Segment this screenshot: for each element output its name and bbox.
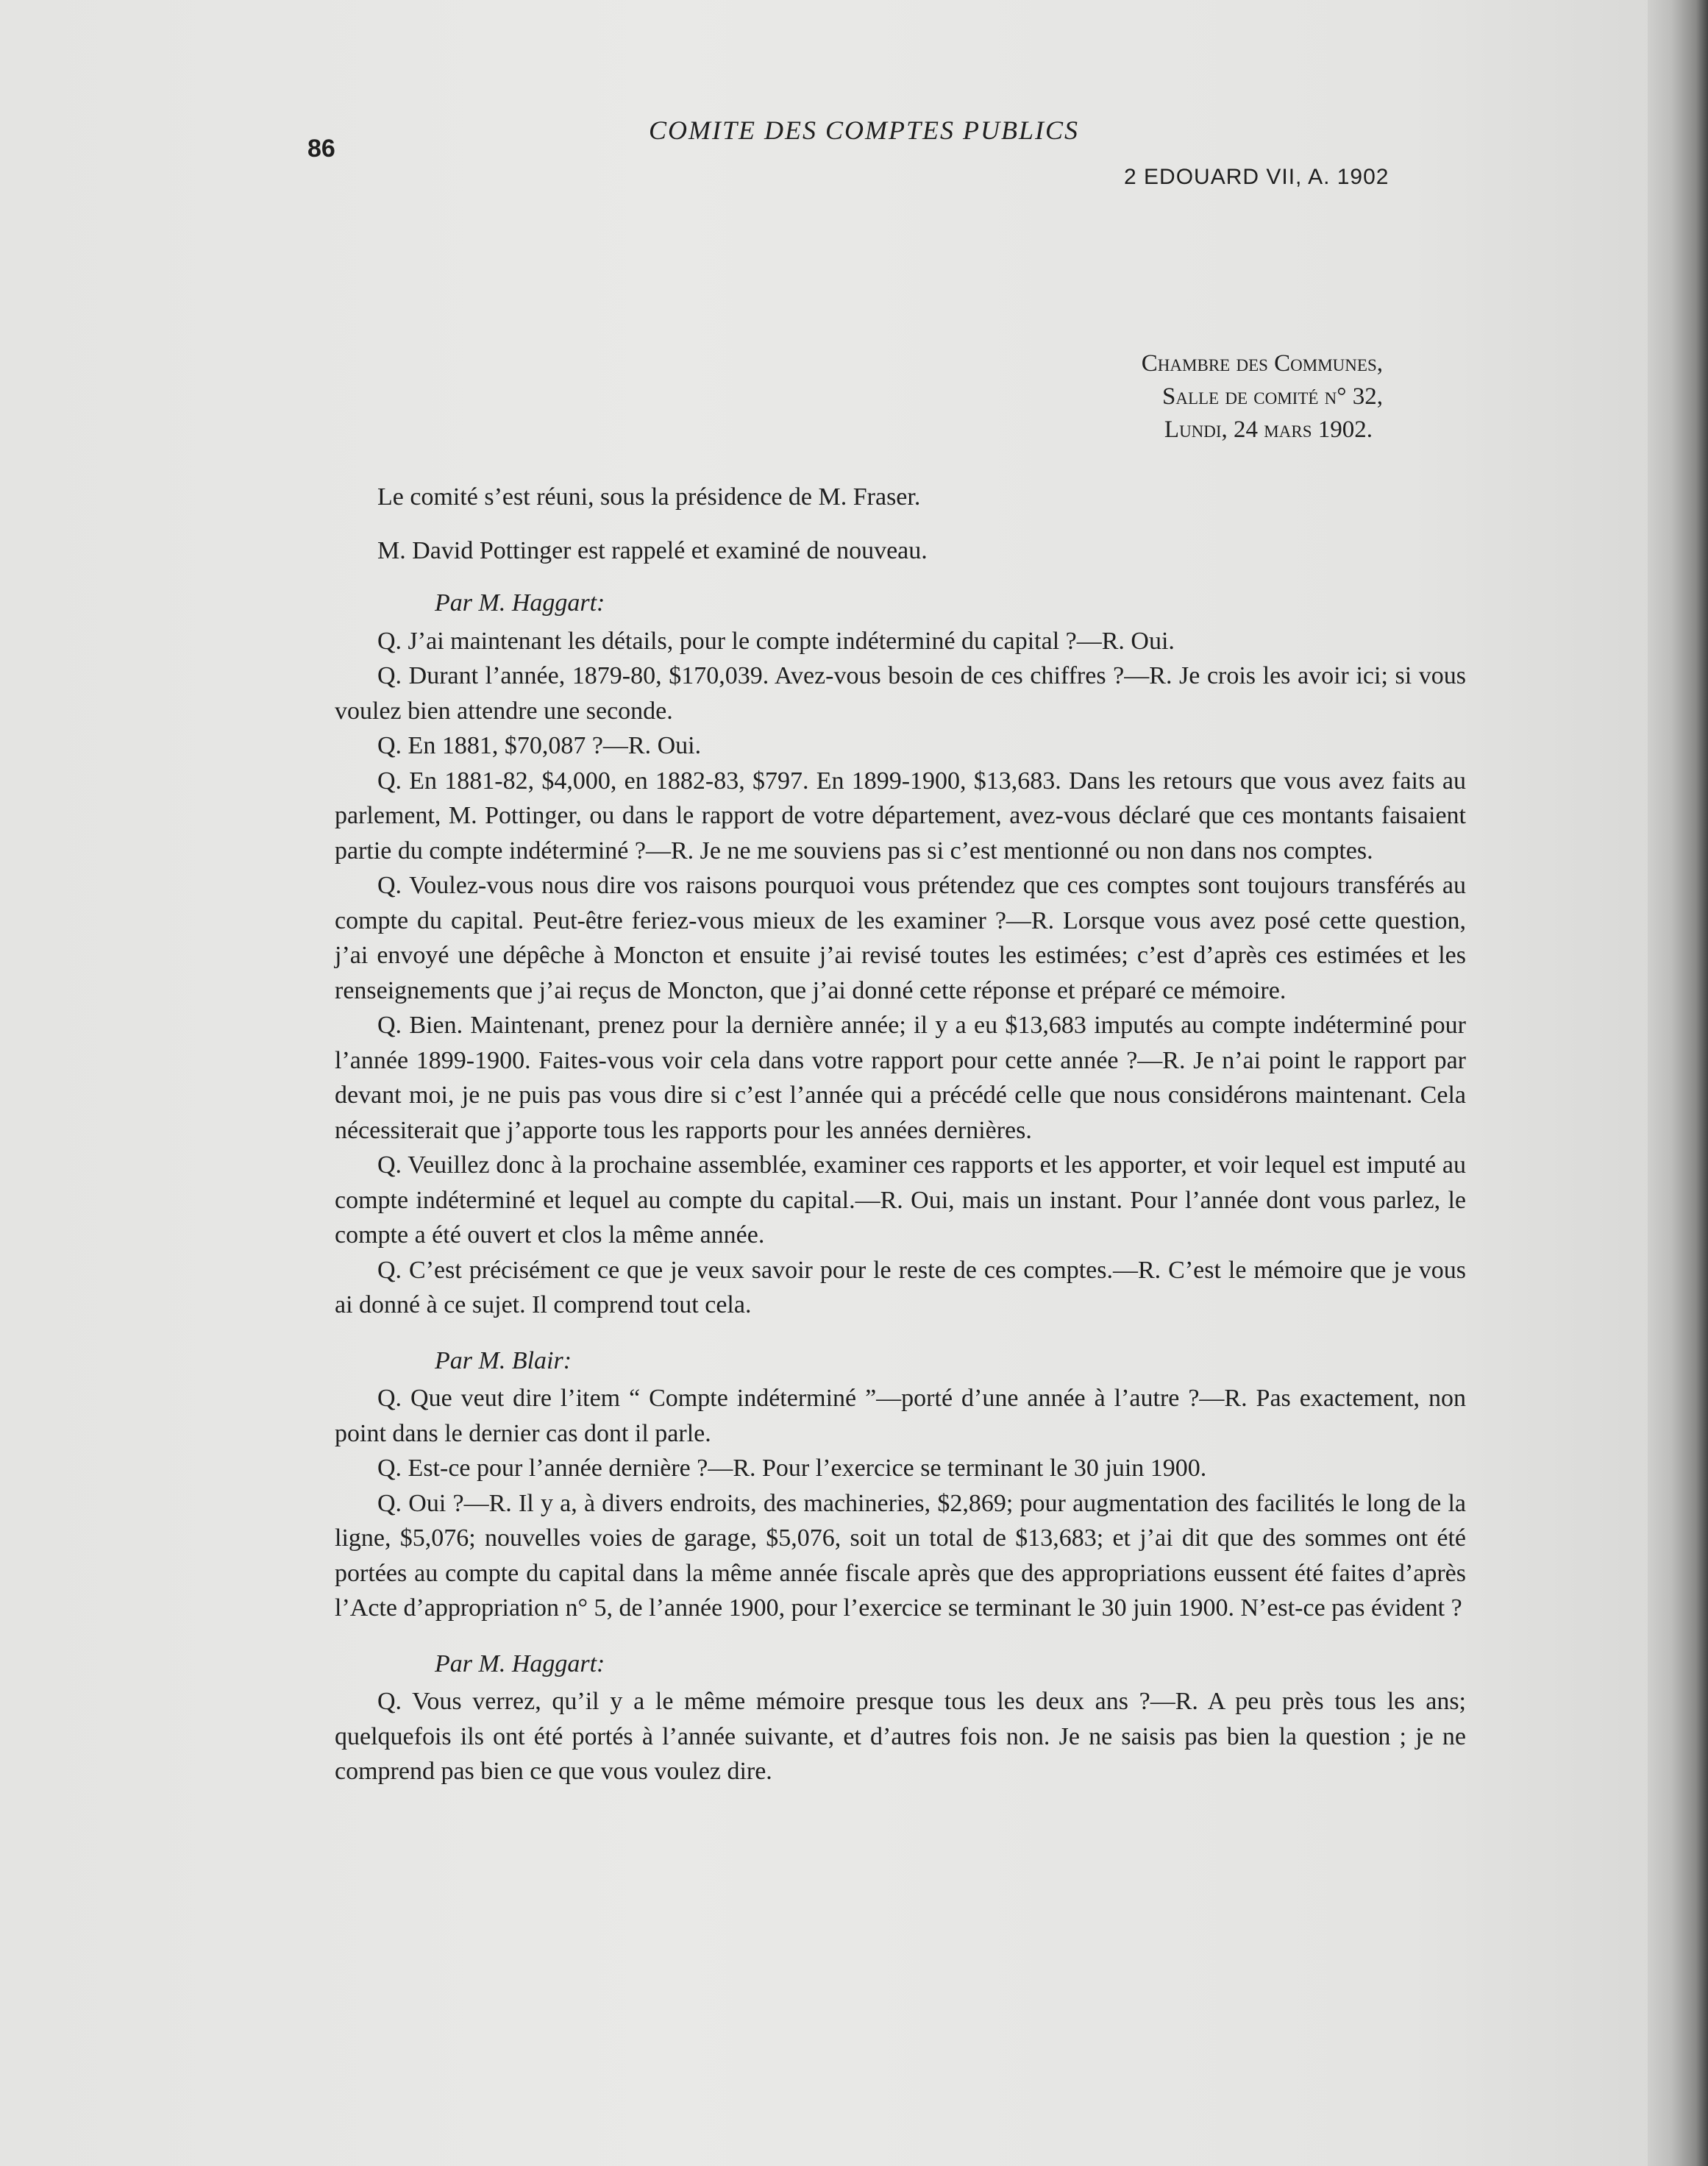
opening-paragraph-2: M. David Pottinger est rappelé et examiné de nouveau. [377,536,928,564]
question-answer: Q. Bien. Maintenant, prenez pour la dernière année; il y a eu $13,683 imputés au compte indéterminé pour l’année 1899-1900. Faites-vous voir cela dans votre rapport pour cette année ?—R. Je n’ai point le rapport par devant moi, je ne puis pas vous dire si c’est l’année qui a précédé celle que nous considérons maintenant. Cela nécessiterait que j’apporte tous les rapports pour les années dernières. [335,1012,1466,1144]
page-edge [1648,0,1708,2166]
place-date-block [868,347,1383,447]
question-answer: Q. Vous verrez, qu’il y a le même mémoire presque tous les deux ans ?—R. A peu près tous les ans; quelquefois ils ont été portés à l’année suivante, et d’autres fois non. Je ne saisis pas bien la question ; je ne comprend pas bien ce que vous voulez dire. [335,1688,1466,1785]
running-title: COMITE DES COMPTES PUBLICS [649,116,1079,145]
question-answer: Q. Durant l’année, 1879-80, $170,039. Avez-vous besoin de ces chiffres ?—R. Je crois les avoir ici; si vous voulez bien attendre une seconde. [335,662,1466,725]
speaker-heading: Par M. Haggart: [435,589,605,617]
question-answer: Q. Veuillez donc à la prochaine assemblée, examiner ces rapports et les apporter, et voir lequel est imputé au compte indéterminé et lequel au compte du capital.—R. Oui, mais un instant. Pour l’année dont vous parlez, le compte a été ouvert et clos la même année. [335,1151,1466,1249]
question-answer: Q. Oui ?—R. Il y a, à divers endroits, des machineries, $2,869; pour augmentation des facilités le long de la ligne, $5,076; nouvelles voies de garage, $5,076, soit un total de $13,683; et j’ai dit que des sommes ont été portées au compte du capital dans la même année fiscale après que des appropriations eussent été faites d’après l’Acte d’appropriation n° 5, de l’année 1900, pour l’exercice se terminant le 30 juin 1900. N’est-ce pas évident ? [335,1489,1466,1622]
question-answer: Q. J’ai maintenant les détails, pour le compte indéterminé du capital ?—R. Oui. [377,627,1175,655]
edition-line: 2 EDOUARD VII, A. 1902 [1124,165,1389,189]
question-answer: Q. Voulez-vous nous dire vos raisons pourquoi vous prétendez que ces comptes sont toujours transférés au compte du capital. Peut-être feriez-vous mieux de les examiner ?—R. Lorsque vous avez posé cette question, j’ai envoyé une dépêche à Moncton et ensuite j’ai revisé toutes les estimées; c’est d’après ces estimées et les renseignements que j’ai reçus de Moncton, que j’ai donné cette réponse et préparé ce mémoire. [335,872,1466,1004]
place-line-date: Lundi, 24 mars 1902. [1164,416,1373,443]
question-answer: Q. Est-ce pour l’année dernière ?—R. Pour l’exercice se terminant le 30 juin 1900. [377,1455,1207,1482]
place-line-chamber: Chambre des Communes, [1141,350,1383,377]
body-text [335,480,1466,1789]
question-answer: Q. Que veut dire l’item “ Compte indéterminé ”—porté d’une année à l’autre ?—R. Pas exactement, non point dans le dernier cas dont il parle. [335,1385,1466,1447]
place-line-room: Salle de comité n° 32, [1162,383,1383,410]
question-answer: Q. C’est précisément ce que je veux savoir pour le reste de ces comptes.—R. C’est le mémoire que je vous ai donné à ce sujet. Il comprend tout cela. [335,1256,1466,1318]
page-number: 86 [307,135,335,163]
opening-paragraph: Le comité s’est réuni, sous la présidence de M. Fraser. [377,483,921,511]
speaker-heading: Par M. Haggart: [435,1650,605,1677]
speaker-heading: Par M. Blair: [435,1346,572,1374]
question-answer: Q. En 1881, $70,087 ?—R. Oui. [377,732,702,759]
question-answer: Q. En 1881-82, $4,000, en 1882-83, $797. En 1899-1900, $13,683. Dans les retours que vous avez faits au parlement, M. Pottinger, ou dans le rapport de votre département, avez-vous déclaré que ces montants faisaient partie du compte indéterminé ?—R. Je ne me souviens pas si c’est mentionné ou non dans nos comptes. [335,767,1466,864]
